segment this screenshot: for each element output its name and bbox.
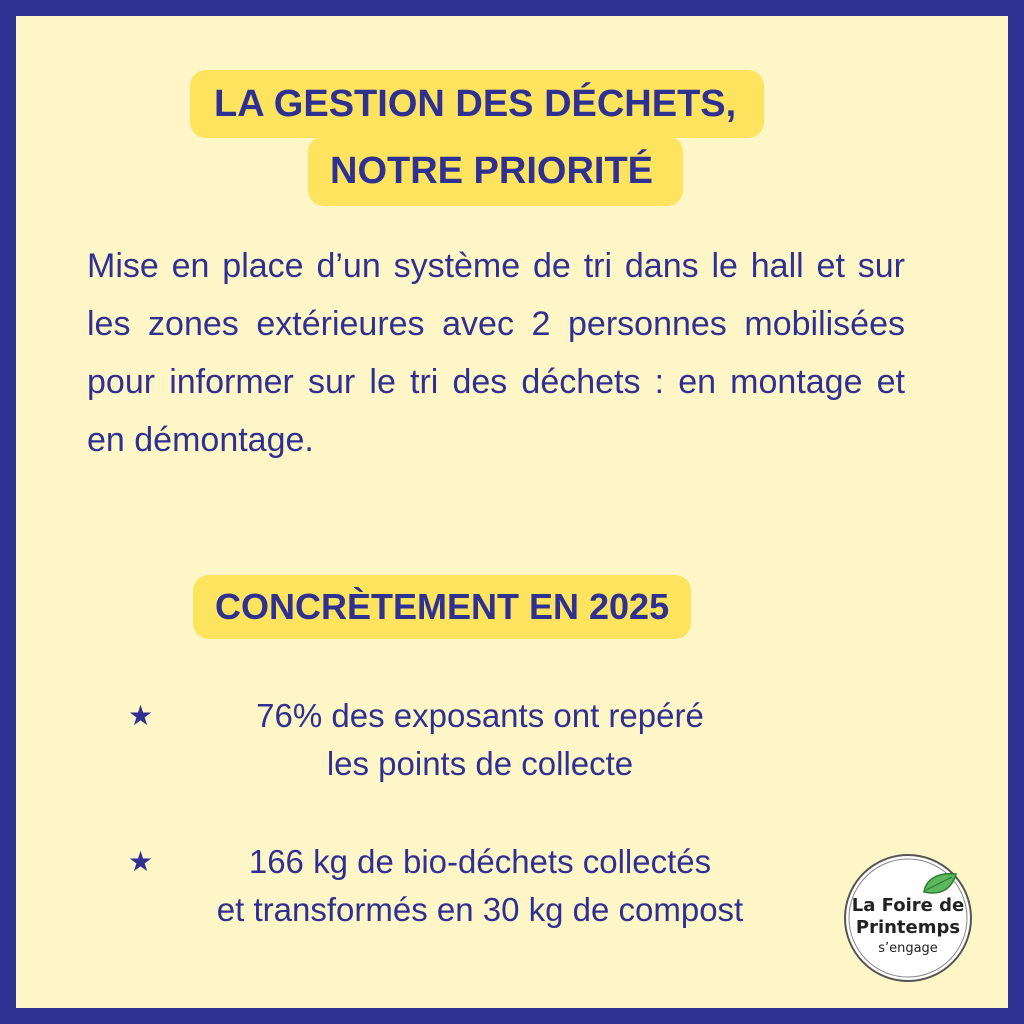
bullet-item-1: [180, 692, 780, 788]
title-line-2: NOTRE PRIORITÉ: [308, 136, 683, 206]
logo-text-line-1: La Foire de: [851, 895, 965, 916]
logo-text-line-3: s’engage: [878, 941, 938, 956]
bullet-1-line-2: les points de collecte: [326, 745, 634, 782]
bullet-1-line-1: 76% des exposants ont repéré: [256, 697, 704, 734]
bullet-2-line-1: 166 kg de bio-déchets collectés: [248, 843, 712, 880]
star-icon: ★: [128, 700, 154, 731]
logo-text-line-2: Printemps: [855, 917, 961, 938]
subtitle: CONCRÈTEMENT EN 2025: [193, 575, 691, 639]
bullet-2-line-2: et transformés en 30 kg de compost: [216, 891, 744, 928]
bullet-item-2: [110, 838, 850, 934]
title-line-1: LA GESTION DES DÉCHETS,: [190, 70, 764, 138]
star-icon: ★: [128, 846, 154, 877]
description-paragraph: Mise en place d’un système de tri dans le hall et sur les zones extérieures avec 2 personnes mobilisées pour informer sur le tri des déchets : en montage et en démontage.: [87, 247, 905, 459]
